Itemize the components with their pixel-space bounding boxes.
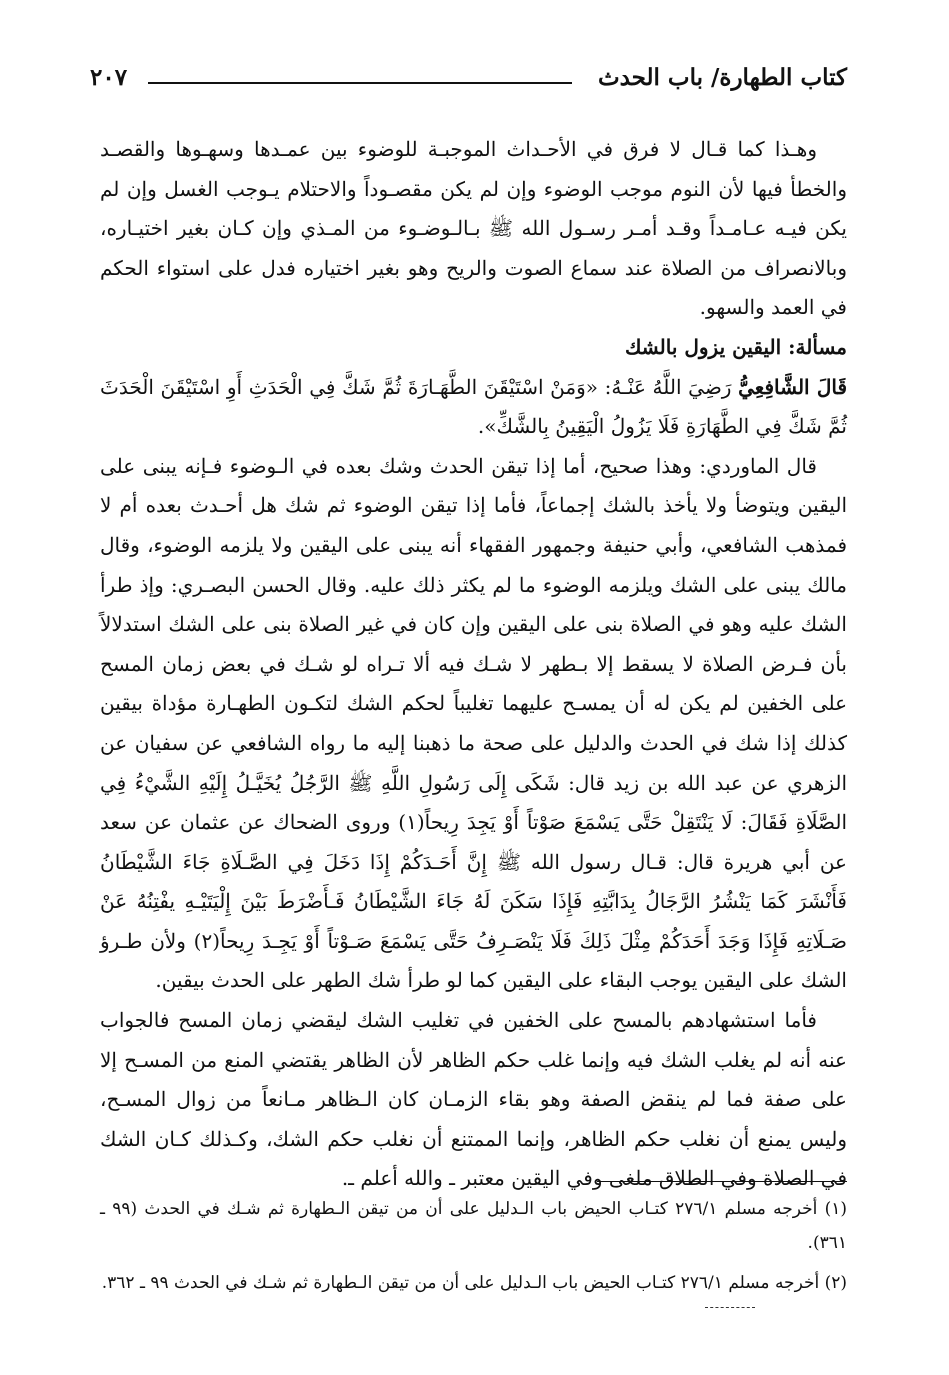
footnote-rule	[597, 1181, 847, 1182]
quote-text: رَضِيَ اللَّهُ عَنْـهُ: «وَمَنْ اسْتَيْقَنَ الطَّهَـارَةَ ثُمَّ شَكَّ فِي الْحَدَثِ أَوِ اسْتَيْقَنَ الْحَدَثَ ثُمَّ شَكَّ فِي الطَّهَارَةِ فَلَا يَزُولُ الْيَقِينُ بِالشَّكِّ».	[100, 374, 847, 439]
footer-dash-mark	[705, 1307, 755, 1308]
running-title: كتاب الطهارة/ باب الحدث	[597, 64, 847, 91]
section-heading: مسألة: اليقين يزول بالشك	[624, 334, 847, 359]
footnote-1: (١) أخرجه مسلم ٢٧٦/١ كتـاب الحيض باب الـدليل على أن من تيقن الـطهارة ثم شـك في الحدث (٩٩ ـ ٣٦١).	[100, 1199, 848, 1253]
footnote-2: (٢) أخرجه مسلم ٢٧٦/١ كتـاب الحيض باب الـدليل على أن من تيقن الـطهارة ثم شـك في الحدث ٩٩ ـ ٣٦٢.	[101, 1273, 847, 1293]
header-rule	[148, 82, 572, 84]
paragraph-3: فأما استشهادهم بالمسح على الخفين في تغليب الشك ليقضي زمان المسح فالجواب عنه أنه لم يغلب الشك فيه وإنما غلب حكم الظاهر لأن الظاهر يقتضي المنع من المسـح إلا على صفة فما لم ينقض الصفة وهو بقاء الزمـان كان الـظاهر مـانعاً من زوال المسـح، وليس يمنع أن نغلب حكم الظاهر، وإنما الممتنع أن نغلب حكم الشك، وكـذلك كـان الشك في الصلاة وفي الطلاق ملغى وفي اليقين معتبر ـ والله أعلم ـ.	[100, 1008, 847, 1191]
shafii-quote	[100, 368, 847, 447]
paragraph-2: قال الماوردي: وهذا صحيح، أما إذا تيقن الحدث وشك بعده في الـوضوء فـإنه يبنى على اليقين ويتوضأ ولا يأخذ بالشك إجماعاً، فأما إذا تيقن الوضوء ثم شك هل أحـدث بعده أم لا فمذهب الشافعي، وأبي حنيفة وجمهور الفقهاء أنه يبنى على اليقين ولا يلزمه الوضوء، وقال مالك يبنى على الشك ويلزمه الوضوء ما لم يكثر ذلك عليه. وقال الحسن البصـري: وإذ طرأ الشك عليه وهو في الصلاة بنى على اليقين وإن كان في غير الصلاة بنى على الشك استدلالاً بأن فـرض الصلاة لا يسقط إلا بـطهر لا شـك فيه ألا تـراه لو شـك في بعض زمان المسح على الخفين لم يكن له أن يمسـح عليهما تغليباً لحكم الشك لتكـون الطهـارة مؤداة بيقين كذلك إذا شك في الحدث والدليل على صحة ما ذهبنا إليه ما رواه الشافعي عن سفيان عن الزهري عن عبد الله بن زيد قال: شَكَى إِلَى رَسُولِ اللَّهِ ﷺ الرَّجُلُ يُخَيَّـلُ إِلَيْهِ الشَّيْءُ فِي الصَّلَاةِ فَقَالَ: لَا يَنْتَقِلْ حَتَّى يَسْمَعَ صَوْتاً أَوْ يَجِدَ رِيحاً(١) وروى الضحاك عن عثمان عن سعد عن أبي هريرة قال: قـال رسول الله ﷺ إِنَّ أَحَـدَكُمْ إِذَا دَخَلَ فِي الصَّـلَاةِ جَاءَ الشَّيْطَانُ فَأَنْشَرَ كَمَا يَنْشُرُ الرَّجَالُ بِدَابَّتِهِ فَإِذَا سَكَنَ لَهُ جَاءَ الشَّيْطَانُ فَـأَضْرَطَ بَيْنَ إِلْيَتَيْـهِ يفْتِنُهُ عَنْ صَـلَاتِهِ فَإِذَا وَجَدَ أَحَدَكُمْ مِثْلَ ذَلِكَ فَلَا يَنْصَـرِفُ حَتَّى يَسْمَعَ صَـوْتاً أَوْ يَجِـدَ رِيحاً(٢) ولأن طـرؤ الشك على اليقين يوجب البقاء على اليقين كما لو طرأ شك الطهر على الحدث بيقين.	[100, 453, 848, 993]
page-header	[90, 62, 847, 102]
page-number: ٢٠٧	[90, 64, 128, 91]
paragraph-1: وهـذا كما قـال لا فرق في الأحـداث الموجبـة للوضوء بين عمـدها وسهـوها والقصـد والخطأ فيها لأن النوم موجب الوضوء وإن لم يكن مقصـوداً والاحتلام يـوجب الغسل وإن لم يكن فيـه عـامـداً وقـد أمـر رسـول الله ﷺ بـالـوضـوء من المـذي وإن كـان بغير اختيـاره، وبالانصراف من الصلاة عند سماع الصوت والريح وهو بغير اختياره فدل على استواء الحكم في العمد والسهو.	[100, 137, 847, 320]
page-body	[100, 130, 847, 1199]
footnotes	[100, 1192, 847, 1306]
quote-author: قَالَ الشَّافِعِيُّ	[738, 374, 848, 399]
